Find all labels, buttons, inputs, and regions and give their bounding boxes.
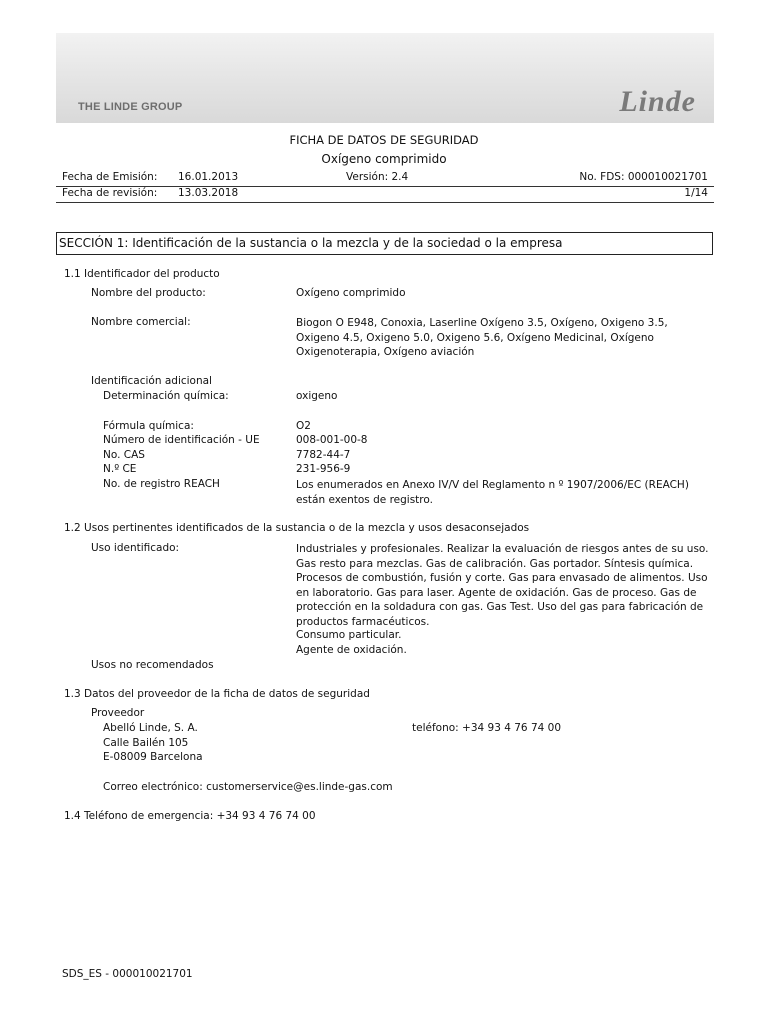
formula-value: O2	[296, 420, 311, 432]
chem-det-label: Determinación química:	[103, 390, 229, 402]
trade-name-value: Biogon O E948, Conoxia, Laserline Oxígeno 3.5, Oxígeno, Oxigeno 3.5, Oxigeno 4.5, Oxigeno 5.0, Oxigeno 5.6, Oxígeno Medicinal, Oxígeno Oxigenoterapia, Oxígeno aviación	[296, 317, 668, 359]
additional-id-label: Identificación adicional	[91, 375, 212, 387]
use-label: Uso identificado:	[91, 542, 180, 554]
issue-date: 16.01.2013	[178, 171, 239, 183]
reach-value: Los enumerados en Anexo IV/V del Reglamento n º 1907/2006/EC (REACH) están exentos de registro.	[296, 479, 689, 506]
subsection-1-4: 1.4 Teléfono de emergencia: +34 93 4 76 74 00	[64, 810, 316, 822]
trade-name-label: Nombre comercial:	[91, 316, 191, 328]
version: Versión: 2.4	[346, 171, 409, 183]
supplier-label: Proveedor	[91, 707, 145, 719]
revision-label: Fecha de revisión:	[62, 187, 158, 199]
section-1-title: SECCIÓN 1: Identificación de la sustancia o la mezcla y de la sociedad o la empresa	[59, 236, 563, 250]
supplier-name: Abelló Linde, S. A.	[103, 722, 198, 734]
product-name-label: Nombre del producto:	[91, 287, 206, 299]
cas-label: No. CAS	[103, 449, 145, 461]
cas-value: 7782-44-7	[296, 449, 351, 461]
reach-label: No. de registro REACH	[103, 478, 220, 490]
ce-label: N.º CE	[103, 463, 137, 475]
chem-det-value: oxigeno	[296, 390, 338, 402]
supplier-email: Correo electrónico: customerservice@es.linde-gas.com	[103, 781, 393, 793]
issue-label: Fecha de Emisión:	[62, 171, 158, 183]
product-title: Oxígeno comprimido	[321, 152, 447, 166]
not-recommended-label: Usos no recomendados	[91, 659, 214, 671]
footer-code: SDS_ES - 000010021701	[62, 968, 193, 980]
supplier-street: Calle Bailén 105	[103, 737, 189, 749]
ce-value: 231-956-9	[296, 463, 351, 475]
group-name: THE LINDE GROUP	[78, 101, 183, 113]
formula-label: Fórmula química:	[103, 420, 194, 432]
revision-date: 13.03.2018	[178, 187, 239, 199]
doc-title: FICHA DE DATOS DE SEGURIDAD	[289, 133, 479, 147]
use-consumer: Consumo particular.	[296, 629, 402, 641]
subsection-1-1: 1.1 Identificador del producto	[64, 268, 220, 280]
header-banner	[56, 33, 714, 123]
linde-logo: Linde	[619, 85, 696, 118]
page-number: 1/14	[684, 187, 708, 199]
supplier-city: E-08009 Barcelona	[103, 751, 203, 763]
eu-id-label: Número de identificación - UE	[103, 434, 260, 446]
product-name-value: Oxígeno comprimido	[296, 287, 406, 299]
subsection-1-3: 1.3 Datos del proveedor de la ficha de datos de seguridad	[64, 688, 370, 700]
section-1-box	[56, 232, 713, 255]
use-oxidizer: Agente de oxidación.	[296, 644, 407, 656]
subsection-1-2: 1.2 Usos pertinentes identificados de la sustancia o de la mezcla y usos desaconsejados	[64, 522, 530, 534]
use-value: Industriales y profesionales. Realizar la evaluación de riesgos antes de su uso. Gas resto para mezclas. Gas de calibración. Gas portador. Síntesis química. Procesos de combustión, fusión y corte. Gas para envasado de alimentos. Uso en laboratorio. Gas para laser. Agente de oxidación. Gas de proceso. Gas de protección en la soldadura con gas. Gas Test. Uso del gas para fabricación de productos farmacéuticos.	[296, 543, 709, 628]
eu-id-value: 008-001-00-8	[296, 434, 368, 446]
header-rule-2	[56, 202, 714, 203]
supplier-phone: teléfono: +34 93 4 76 74 00	[412, 722, 561, 734]
sds-number: No. FDS: 000010021701	[579, 171, 708, 183]
